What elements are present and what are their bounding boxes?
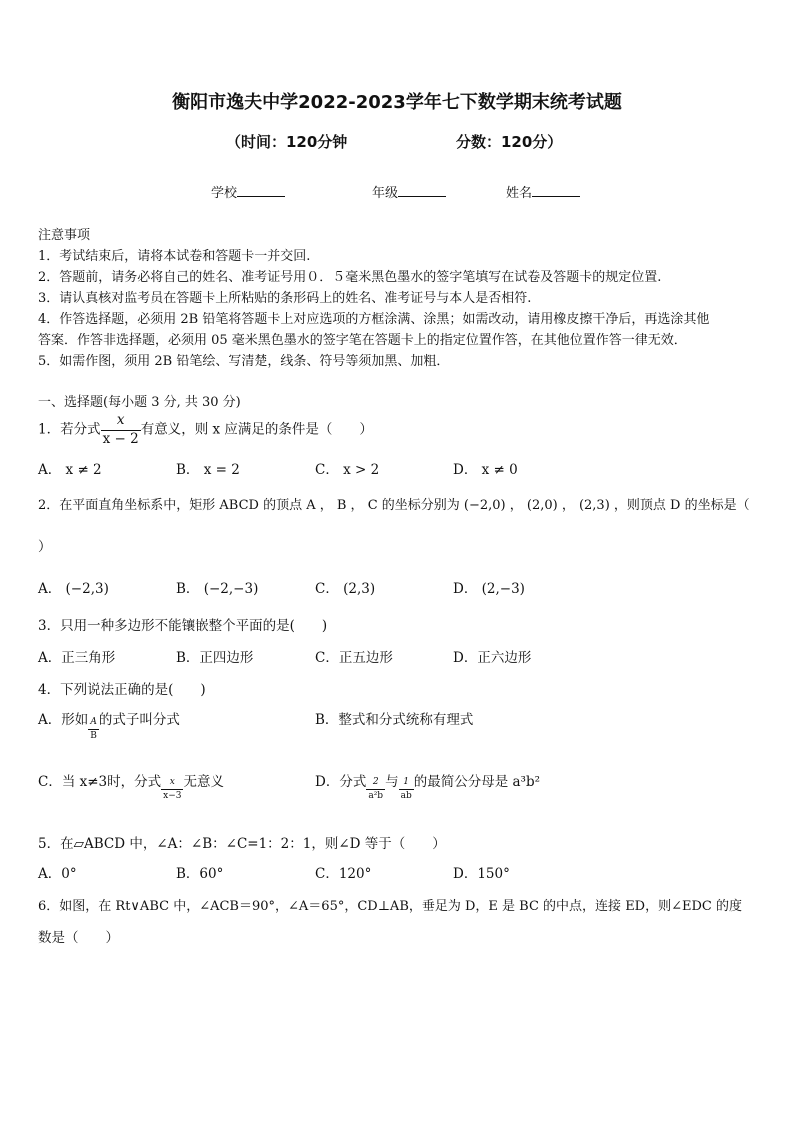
q1-denominator: x − 2 xyxy=(102,430,139,447)
q4c-prefix: C．当 x≠3时，分式 xyxy=(38,774,162,790)
question-1-stem xyxy=(38,414,373,446)
note-item: 1．考试结束后，请将本试卷和答题卡一并交回. xyxy=(38,249,311,264)
note-item: 4．作答选择题，必须用 2B 铅笔将答题卡上对应选项的方框涂满、涂黑；如需改动，请用橡皮擦干净后，再选涂其他 xyxy=(38,312,710,327)
school-field xyxy=(211,182,285,201)
q4c-numerator: x xyxy=(169,777,175,787)
q5-option-d: D．150° xyxy=(453,866,510,882)
q1-option-d: D． x ≠ 0 xyxy=(453,462,518,478)
q4a-denominator: B xyxy=(90,731,97,741)
q5-option-b: B．60° xyxy=(176,866,224,882)
grade-label: 年级 xyxy=(372,186,399,201)
q3-option-c: C．正五边形 xyxy=(315,650,393,666)
q1-fraction xyxy=(101,414,141,446)
q1-option-a: A． x ≠ 2 xyxy=(38,462,102,478)
q4d-denominator-1: a²b xyxy=(368,791,384,801)
school-blank xyxy=(237,186,285,197)
notes-heading: 注意事项 xyxy=(38,228,91,243)
q1-option-b: B． x = 2 xyxy=(176,462,240,478)
q1-prefix: 1．若分式 xyxy=(38,421,101,438)
exam-score: 分数：120分） xyxy=(456,133,563,151)
question-2-stem-cont: ） xyxy=(38,539,52,555)
q1-option-c: C． x > 2 xyxy=(315,462,380,478)
q4d-numerator-2: 1 xyxy=(403,777,410,787)
exam-time: （时间：120分钟 xyxy=(226,133,348,151)
note-item: 5．如需作图，须用 2B 铅笔绘、写清楚，线条、符号等须加黑、加粗． xyxy=(38,354,450,369)
q3-option-b: B．正四边形 xyxy=(176,650,254,666)
q2-option-b: B． (−2,−3) xyxy=(176,581,259,597)
q4c-fraction xyxy=(161,778,183,801)
q2-option-d: D． (2,−3) xyxy=(453,581,525,597)
q4c-suffix: 无意义 xyxy=(183,774,224,790)
q4d-suffix: 的最简公分母是 a³b² xyxy=(413,774,541,790)
q3-option-a: A．正三角形 xyxy=(38,650,116,666)
page-title: 衡阳市逸夫中学2022-2023学年七下数学期末统考试题 xyxy=(172,92,622,113)
q4a-prefix: A．形如 xyxy=(38,712,89,728)
note-item: 答案．作答非选择题，必须用 05 毫米黑色墨水的签字笔在答题卡上的指定位置作答，在其他位置作答一律无效． xyxy=(38,333,687,348)
question-6-stem-cont: 数是（ ） xyxy=(38,930,119,946)
q4-option-b: B．整式和分式统称有理式 xyxy=(315,712,474,728)
grade-blank xyxy=(398,186,446,197)
q4d-denominator-2: ab xyxy=(400,791,412,801)
name-blank xyxy=(532,186,580,197)
grade-field xyxy=(372,182,446,201)
name-field xyxy=(506,182,580,201)
q3-option-d: D．正六边形 xyxy=(453,650,532,666)
question-5-stem: 5．在▱ABCD 中，∠A：∠B：∠C=1：2：1，则∠D 等于（ ） xyxy=(38,836,446,852)
q4c-denominator: x−3 xyxy=(163,791,182,801)
q4-option-d xyxy=(315,770,540,801)
q4d-prefix: D．分式 xyxy=(315,774,367,790)
q5-option-c: C．120° xyxy=(315,866,372,882)
note-item: 3．请认真核对监考员在答题卡上所粘贴的条形码上的姓名、准考证号与本人是否相符. xyxy=(38,291,532,306)
section-heading: 一、选择题(每小题 3 分, 共 30 分) xyxy=(38,395,241,410)
q4-option-c xyxy=(38,770,224,801)
q4d-fraction-2 xyxy=(399,778,414,801)
q4a-suffix: 的式子叫分式 xyxy=(98,712,180,728)
q2-option-c: C． (2,3) xyxy=(315,581,376,597)
q1-numerator: x xyxy=(116,412,125,428)
q2-option-a: A． (−2,3) xyxy=(38,581,109,597)
q4a-fraction xyxy=(88,718,99,741)
note-item: 2．答题前，请务必将自己的姓名、准考证号用０．５毫米黑色墨水的签字笔填写在试卷及答题卡的规定位置. xyxy=(38,270,662,285)
q4d-middle: 与 xyxy=(385,774,399,790)
school-label: 学校 xyxy=(211,186,238,201)
q5-option-a: A．0° xyxy=(38,866,77,882)
q4d-fraction-1 xyxy=(366,778,385,801)
question-3-stem: 3．只用一种多边形不能镶嵌整个平面的是( ) xyxy=(38,618,328,634)
name-label: 姓名 xyxy=(506,186,533,201)
question-4-stem: 4．下列说法正确的是( ) xyxy=(38,682,206,698)
q4d-numerator-1: 2 xyxy=(372,777,379,787)
q1-suffix: 有意义，则 x 应满足的条件是（ ） xyxy=(140,421,373,438)
q4a-numerator: A xyxy=(90,717,97,727)
question-6-stem: 6．如图，在 Rt∨ABC 中，∠ACB＝90°，∠A＝65°，CD⊥AB，垂足为 D，E 是 BC 的中点，连接 ED，则∠EDC 的度 xyxy=(38,899,742,914)
question-2-stem: 2．在平面直角坐标系中，矩形 ABCD 的顶点 A ， B ， C 的坐标分别为 (−2,0) ， (2,0) ， (2,3) ，则顶点 D 的坐标是（ xyxy=(38,498,750,513)
q4-option-a xyxy=(38,708,180,741)
